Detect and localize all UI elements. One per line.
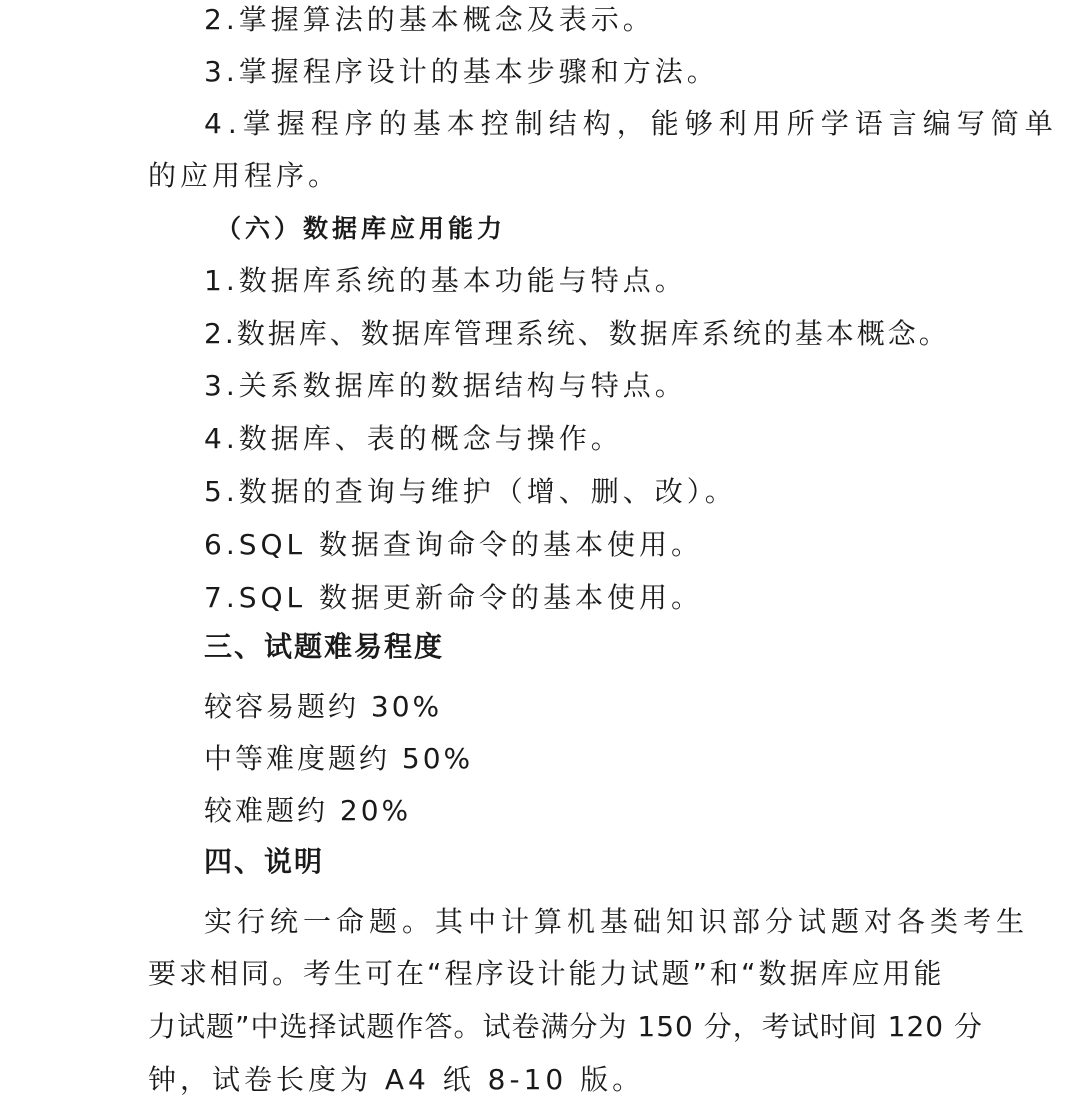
db-section-title: （六）数据库应用能力 xyxy=(216,214,507,243)
db-item-6: 6.SQL 数据查询命令的基本使用。 xyxy=(204,528,704,561)
difficulty-medium: 中等难度题约 50% xyxy=(204,742,474,775)
difficulty-easy: 较容易题约 30% xyxy=(204,690,443,723)
difficulty-hard: 较难题约 20% xyxy=(204,794,412,827)
difficulty-section-title: 三、试题难易程度 xyxy=(204,630,445,663)
notes-line-2: 要求相同。考生可在“程序设计能力试题”和“数据库应用能 xyxy=(148,957,945,990)
notes-line-3: 力试题”中选择试题作答。试卷满分为 150 分，考试时间 120 分 xyxy=(148,1010,983,1043)
algorithm-item-2: 2.掌握算法的基本概念及表示。 xyxy=(204,3,655,36)
db-item-5: 5.数据的查询与维护（增、删、改）。 xyxy=(204,475,737,508)
notes-line-4: 钟，试卷长度为 A4 纸 8-10 版。 xyxy=(148,1063,645,1096)
db-item-3: 3.关系数据库的数据结构与特点。 xyxy=(204,369,687,402)
notes-section-title: 四、说明 xyxy=(204,845,325,878)
algorithm-item-4-continued: 的应用程序。 xyxy=(148,159,341,192)
db-item-2: 2.数据库、数据库管理系统、数据库系统的基本概念。 xyxy=(204,317,950,350)
algorithm-item-4: 4.掌握程序的基本控制结构，能够利用所学语言编写简单 xyxy=(204,107,1059,140)
db-item-7: 7.SQL 数据更新命令的基本使用。 xyxy=(204,581,704,614)
db-item-4: 4.数据库、表的概念与操作。 xyxy=(204,422,623,455)
notes-line-1: 实行统一命题。其中计算机基础知识部分试题对各类考生 xyxy=(204,905,1030,938)
algorithm-item-3: 3.掌握程序设计的基本步骤和方法。 xyxy=(204,55,719,88)
db-item-1: 1.数据库系统的基本功能与特点。 xyxy=(204,264,687,297)
